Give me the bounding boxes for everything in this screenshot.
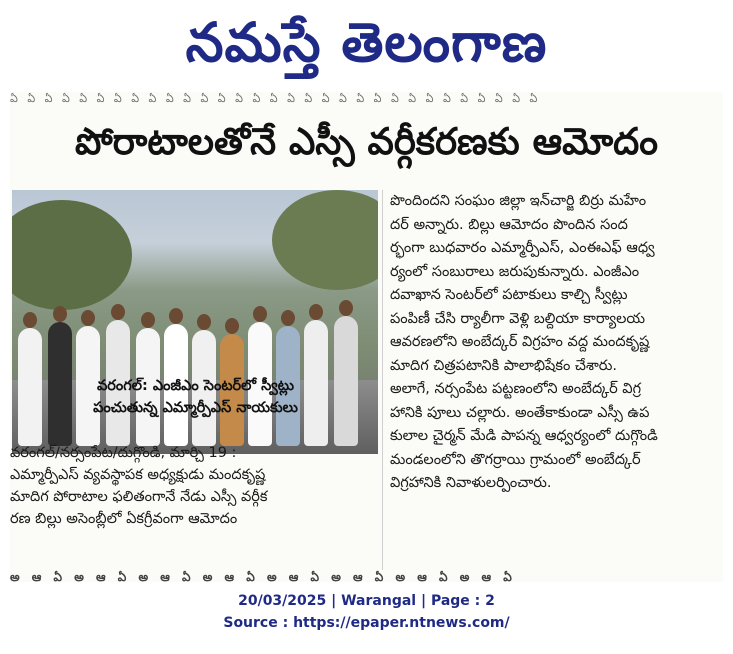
cut-text-top: ఏ ఏ ఏ ఏ ఏ ఏ ఏ ఏ ఏ ఏ ఏ ఏ ఏ ఏ ఏ ఏ ఏ ఏ ఏ ఏ ఏ ఏ ఏ ఏ ఏ ఏ ఏ ఏ ఏ ఏ ఏ <box>10 92 541 105</box>
body-line: పంపిణీ చేసి ర్యాలీగా వెళ్లి బల్దియా కార్యాలయ <box>390 310 646 327</box>
source-line: Source : https://epaper.ntnews.com/ <box>223 615 510 631</box>
caption-line: పంచుతున్న ఎమ్మార్పీఎస్ నాయకులు <box>93 400 298 416</box>
article-body-left <box>10 442 372 530</box>
body-line: ర్భంగా బుధవారం ఎమ్మార్పీఎస్, ఎంఈఎఫ్ ఆధ్వ <box>390 240 655 256</box>
clipping-footer <box>0 590 733 634</box>
cut-text-bottom: అ ఆ ఏ అ ఆ ఏ అ ఆ ఏ అ ఆ ఏ అ ఆ ఏ అ ఆ ఏ అ ఆ ఏ అ ఆ ఏ <box>10 570 516 582</box>
body-line: మాదిగ పోరాటాల ఫలితంగానే నేడు ఎస్సీ వర్గీక <box>10 489 268 505</box>
body-line: పొందిందని సంఘం జిల్లా ఇన్‌చార్జి బిర్రు మహేం <box>390 193 647 209</box>
body-line: మండలంలోని తొగర్రాయి గ్రామంలో అంబేద్కర్ <box>390 451 641 468</box>
body-line: రణ బిల్లు అసెంబ్లీలో ఏకగ్రీవంగా ఆమోదం <box>10 511 238 527</box>
masthead <box>0 0 733 86</box>
article-body-right <box>390 190 708 496</box>
column-divider <box>382 190 383 570</box>
newspaper-clipping <box>10 92 723 582</box>
tree-shape <box>12 200 132 310</box>
body-line: విగ్రహానికి నివాళులర్పించారు. <box>390 475 552 491</box>
body-line: దర్ అన్నారు. బిల్లు ఆమోదం పొందిన సంద <box>390 216 628 233</box>
body-line: దవాఖాన సెంటర్‌లో పటాకులు కాల్చి స్వీట్లు <box>390 287 628 303</box>
body-line: అలాగే, నర్సంపేట పట్టణంలోని అంబేద్కర్ విగ్ర <box>390 381 642 397</box>
body-line: ఎమ్మార్పీఎస్ వ్యవస్థాపక అధ్యక్షుడు మందకృష్ణ <box>10 467 266 483</box>
body-line: మాదిగ చిత్రపటానికి పాలాభిషేకం చేశారు. <box>390 357 617 374</box>
body-line: వరంగల్/నర్సంపేట/దుగ్గొండి, మార్చి 19 : <box>10 445 237 461</box>
date-edition-page: 20/03/2025 | Warangal | Page : 2 <box>238 593 495 609</box>
tree-shape <box>272 190 378 290</box>
body-line: కులాల చైర్మన్ మేడి పాపన్న ఆధ్వర్యంలో దుగ్గొండి <box>390 428 658 444</box>
newspaper-logo: నమస్తే తెలంగాణ <box>185 11 548 74</box>
caption-line: వరంగల్: ఎంజీఎం సెంటర్‌లో స్వీట్లు <box>97 378 294 394</box>
body-line: హానికి పూలు చల్లారు. అంతేకాకుండా ఎస్సీ ఉప <box>390 404 650 421</box>
photo-caption <box>10 375 381 419</box>
body-line: ఆవరణలోని అంబేద్కర్ విగ్రహం వద్ద మందకృష్ణ <box>390 334 650 350</box>
article-headline: పోరాటాలతోనే ఎస్సీ వర్గీకరణకు ఆమోదం <box>74 120 659 163</box>
body-line: ర్యంలో సంబురాలు జరుపుకున్నారు. ఎంజీఎం <box>390 263 640 280</box>
